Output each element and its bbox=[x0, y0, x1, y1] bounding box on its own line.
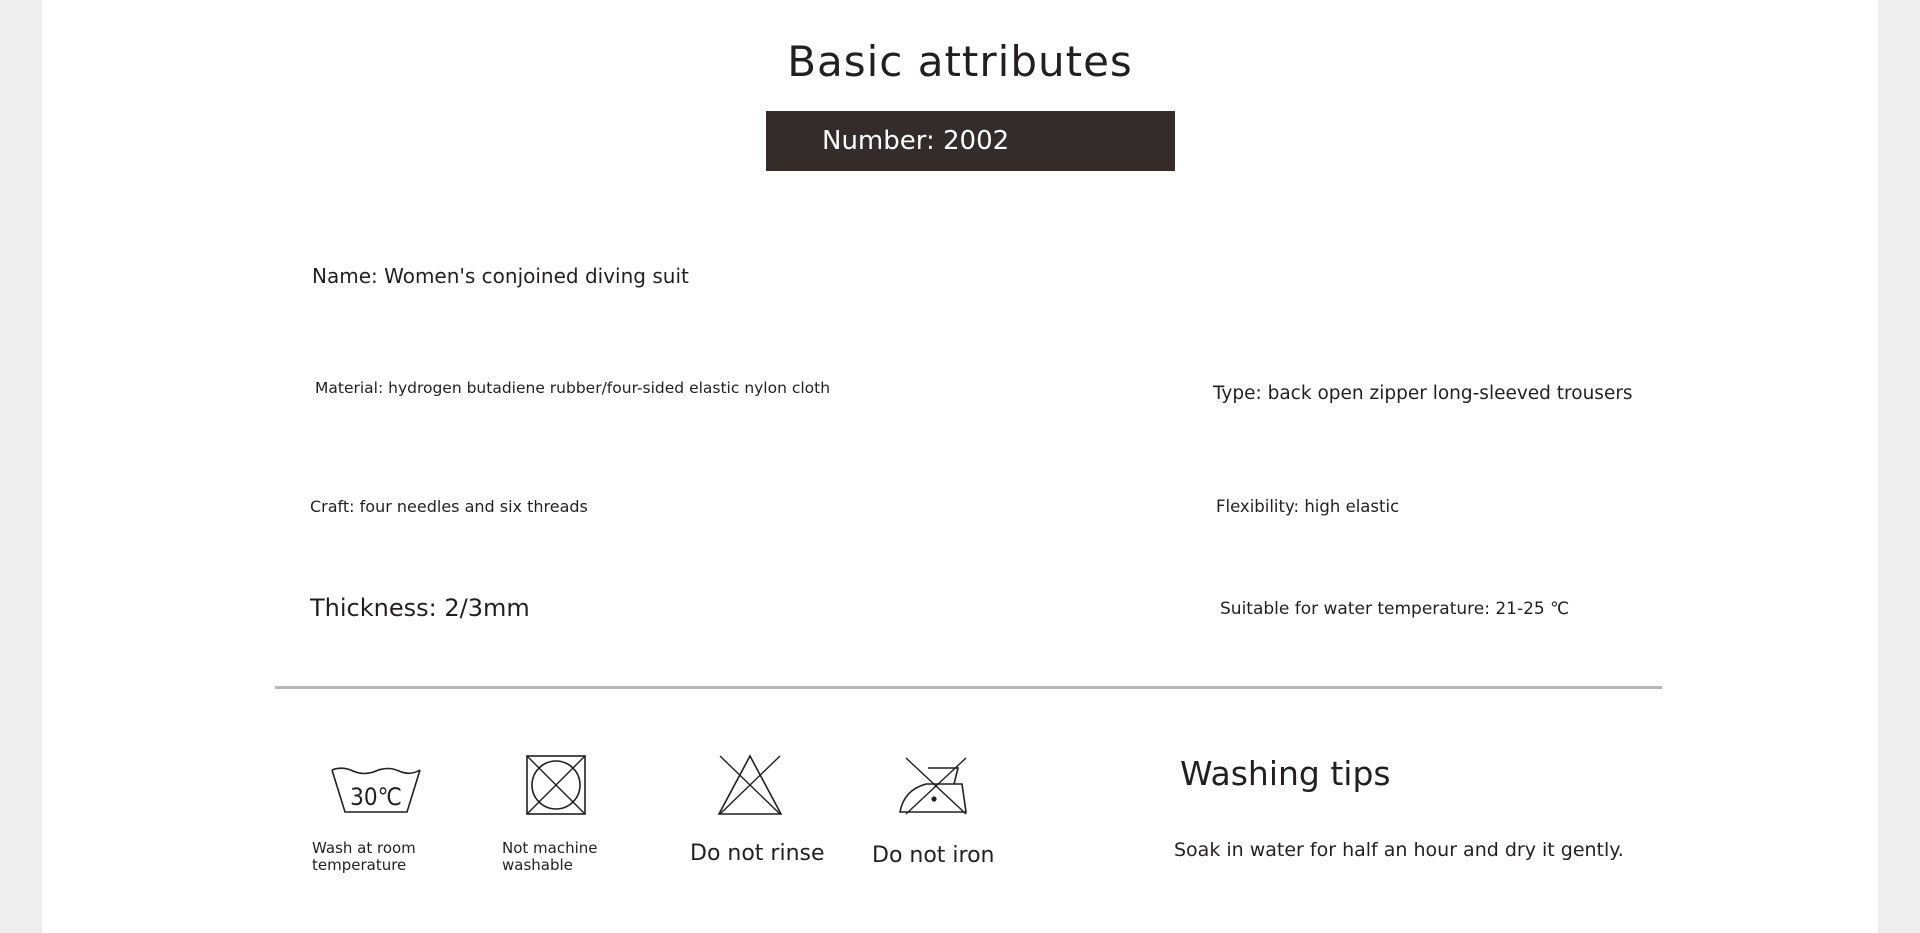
do-not-rinse-icon bbox=[716, 754, 784, 816]
section-divider bbox=[275, 686, 1662, 689]
wash-30c-icon bbox=[330, 764, 422, 816]
care-label-wash-line2: temperature bbox=[312, 856, 407, 874]
care-label-wash bbox=[312, 840, 416, 874]
number-label: Number: 2002 bbox=[822, 126, 1010, 156]
page-title: Basic attributes bbox=[787, 37, 1133, 86]
attribute-craft: Craft: four needles and six threads bbox=[310, 497, 588, 516]
care-label-wash-line1: Wash at room bbox=[312, 839, 416, 857]
care-label-machine-line1: Not machine bbox=[502, 839, 598, 857]
wash-temperature-text: 30℃ bbox=[350, 783, 402, 811]
attribute-material: Material: hydrogen butadiene rubber/four-sided elastic nylon cloth bbox=[315, 379, 831, 397]
do-not-iron-icon bbox=[896, 754, 972, 816]
care-label-rinse: Do not rinse bbox=[690, 841, 825, 866]
attribute-flexibility: Flexibility: high elastic bbox=[1216, 497, 1400, 516]
attribute-type: Type: back open zipper long-sleeved trousers bbox=[1213, 383, 1633, 404]
no-machine-wash-icon bbox=[525, 754, 587, 816]
care-label-machine-line2: washable bbox=[502, 856, 573, 874]
attribute-water-temperature: Suitable for water temperature: 21-25 ℃ bbox=[1220, 599, 1570, 619]
washing-tips-title: Washing tips bbox=[1180, 754, 1391, 793]
attribute-thickness: Thickness: 2/3mm bbox=[310, 594, 530, 622]
care-label-machine bbox=[502, 840, 598, 874]
number-banner bbox=[766, 111, 1175, 171]
care-label-iron: Do not iron bbox=[872, 843, 995, 868]
attribute-name: Name: Women's conjoined diving suit bbox=[312, 264, 689, 288]
washing-tips-text: Soak in water for half an hour and dry it gently. bbox=[1174, 839, 1624, 861]
